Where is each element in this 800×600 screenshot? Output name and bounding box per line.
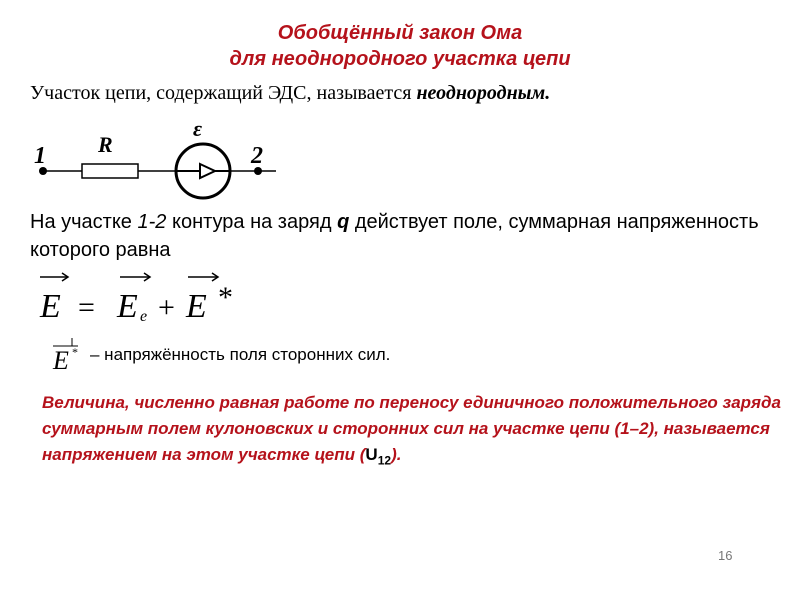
slide-title-line-1: Обобщённый закон Ома <box>277 22 523 44</box>
paragraph-part-3: действует поле, суммарная напряженность которого равна <box>30 211 759 261</box>
paragraph-part-2: контура на заряд <box>171 211 332 233</box>
charge-symbol: q <box>337 211 350 233</box>
formula-star: * <box>218 281 233 314</box>
intro-text: Участок цепи, содержащий ЭДС, называется <box>30 82 412 104</box>
voltage-definition <box>42 390 782 473</box>
intro-emphasis: неоднородным. <box>416 82 551 104</box>
estar-description: – напряжённость поля сторонних сил. <box>90 345 391 364</box>
resistor-label: R <box>98 132 113 157</box>
resistor <box>82 164 138 178</box>
node-2-label: 2 <box>251 143 263 169</box>
page-number: 16 <box>718 548 733 563</box>
estar-star: * <box>72 345 78 359</box>
voltage-subscript: 12 <box>377 453 392 468</box>
circuit-diagram <box>0 0 800 210</box>
definition-text: Величина, численно равная работе по переносу единичного положительного заряда суммарным полем кулоновских и сторонних сил на участке цепи (1–2), называется напряжением на этом участке цепи ( <box>42 393 782 464</box>
formula-term-2: E <box>186 288 207 325</box>
emf-label: ε <box>193 116 203 141</box>
segment-label: 1-2 <box>137 211 167 233</box>
formula-term-1-subscript: e <box>140 308 148 325</box>
field-paragraph <box>30 208 770 264</box>
paragraph-part-1: На участке <box>30 211 132 233</box>
node-1-label: 1 <box>34 143 46 169</box>
voltage-letter: U <box>365 445 378 464</box>
field-formula <box>0 265 300 335</box>
definition-end: ). <box>391 445 402 464</box>
formula-lhs: E <box>40 288 61 325</box>
formula-plus: + <box>158 291 175 324</box>
formula-term-1: E <box>117 288 138 325</box>
formula-equals: = <box>78 291 95 324</box>
estar-letter: E <box>53 346 69 375</box>
estar-symbol <box>48 336 92 376</box>
slide-title-line-2: для неоднородного участка цепи <box>229 48 571 70</box>
voltage-symbol <box>365 445 392 468</box>
